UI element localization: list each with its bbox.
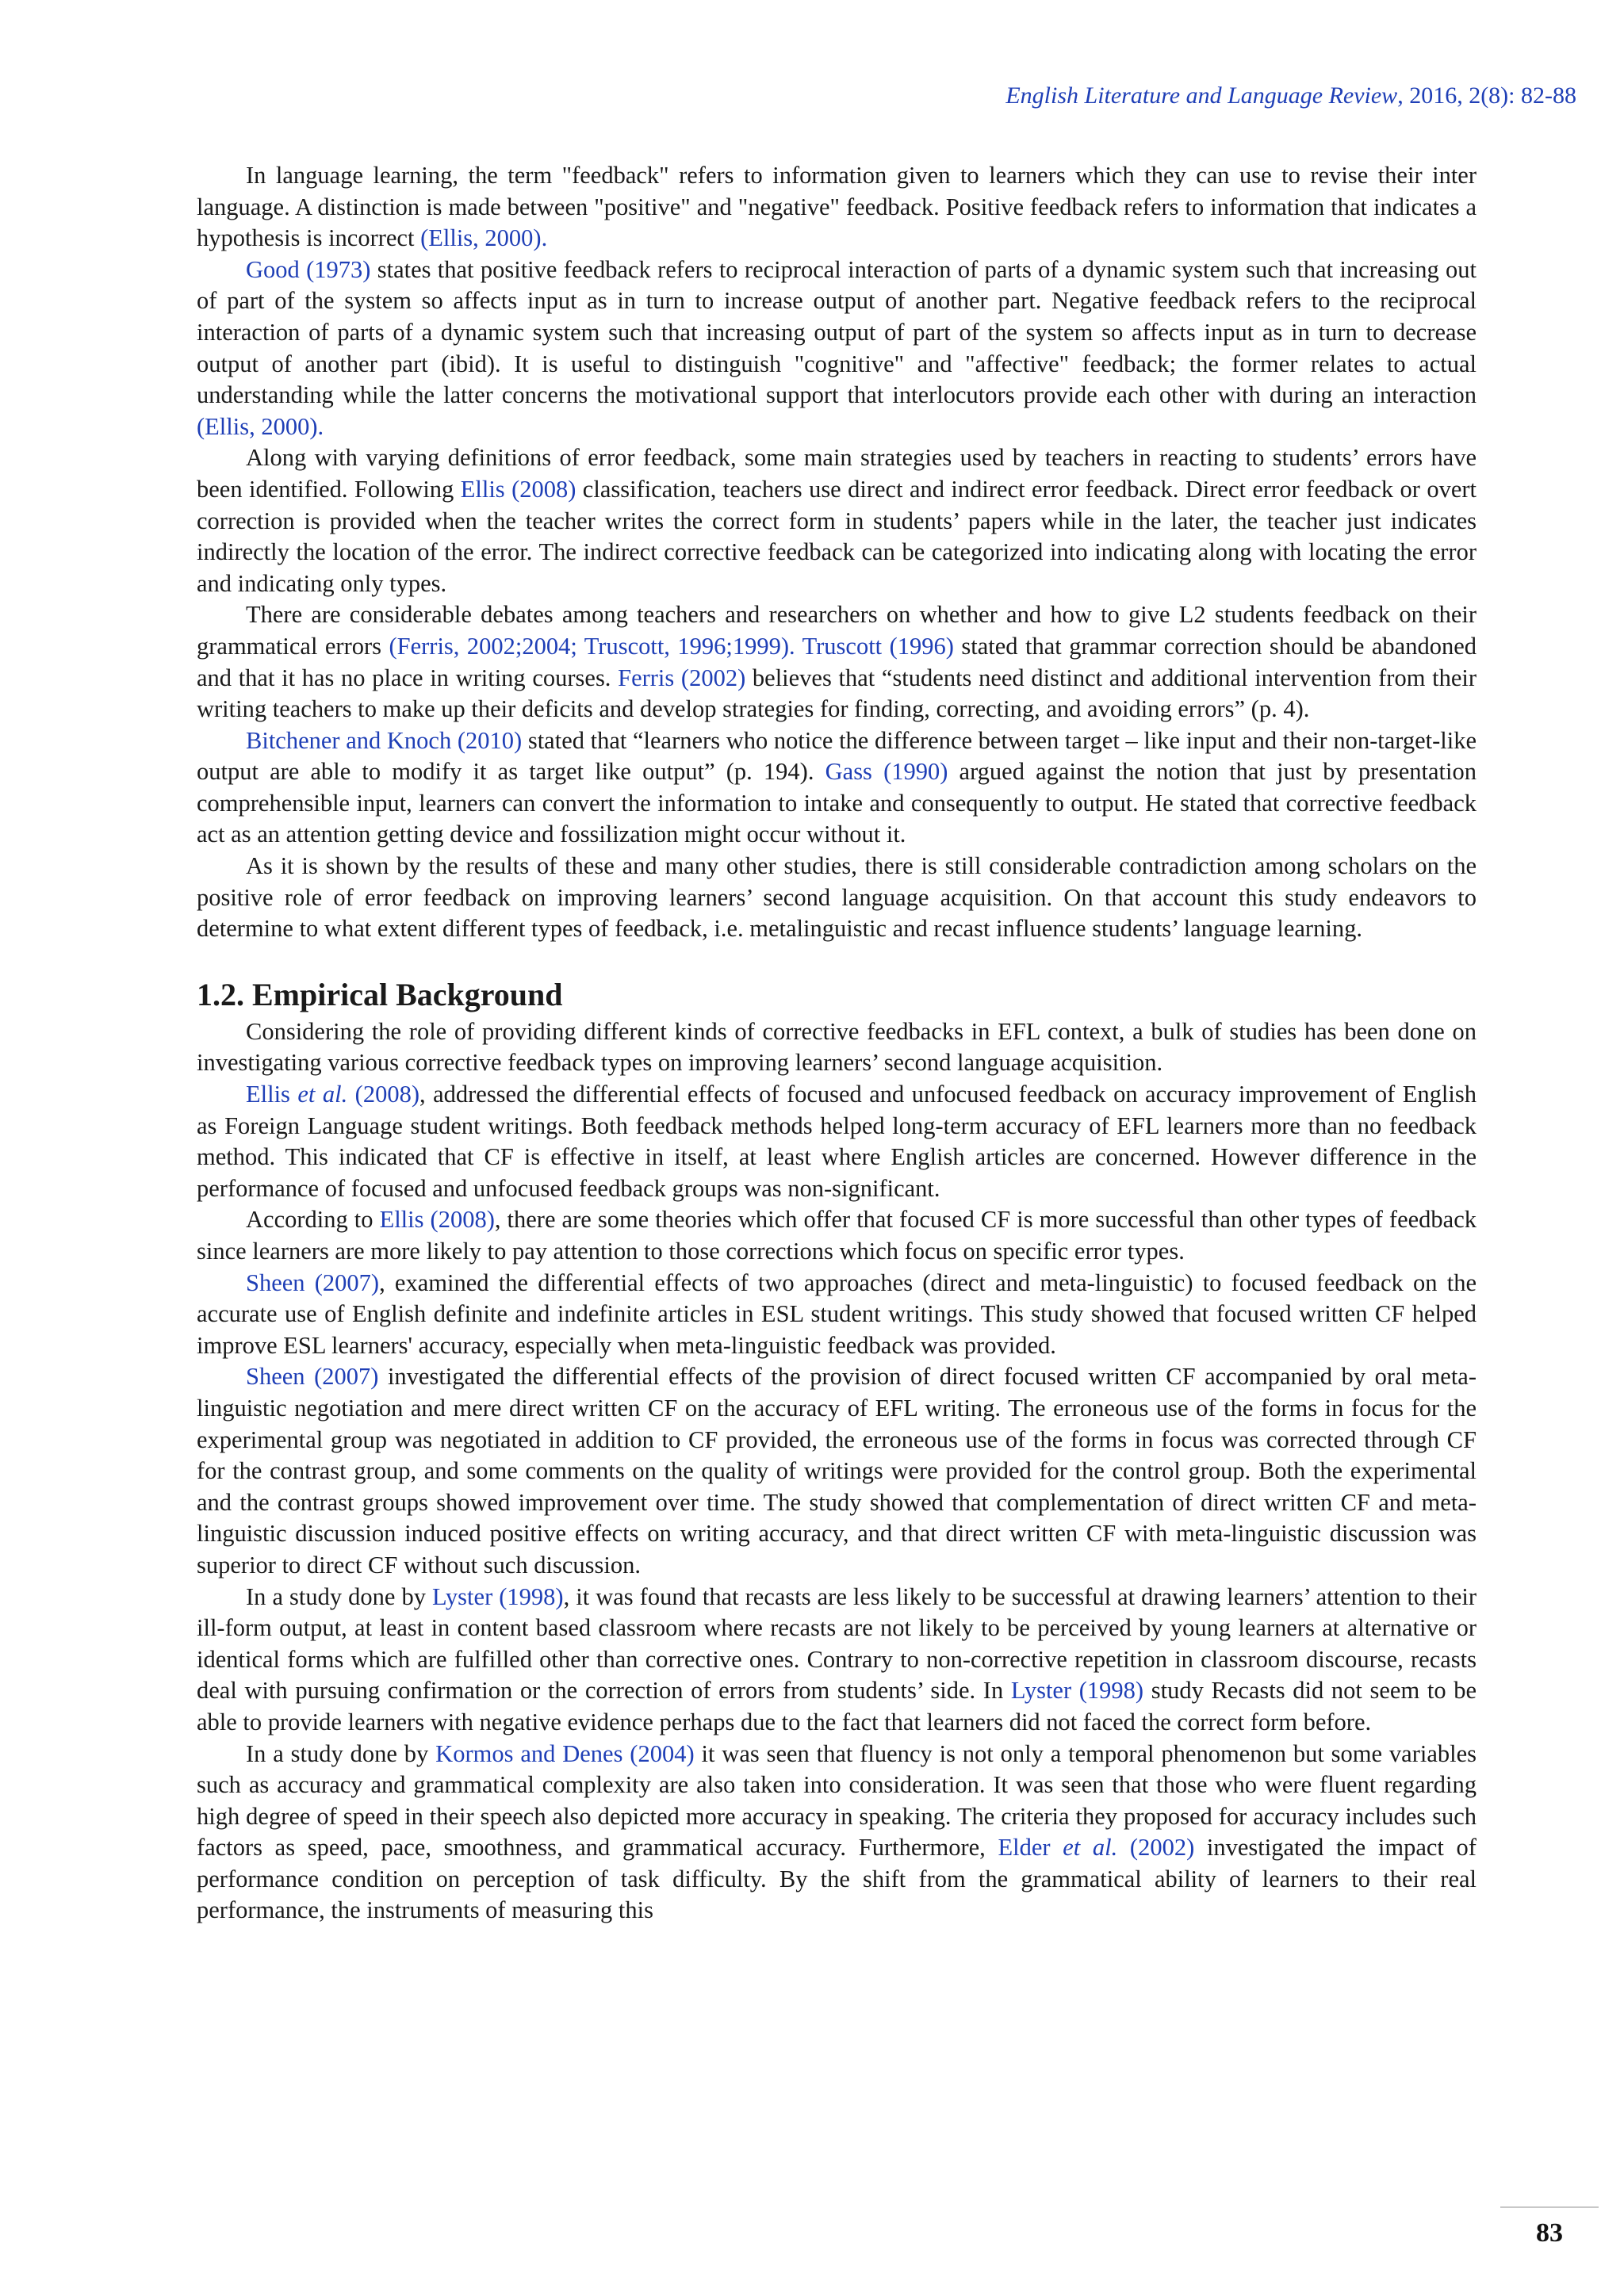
- body-paragraph: [197, 1361, 1477, 1581]
- body-paragraph: [197, 442, 1477, 599]
- paragraph-text: stated that “learners who notice the difference between target – like input and their non-target-like output are able to modify it as target like output” (p. 194).: [197, 726, 1477, 786]
- citation-link[interactable]: (Ellis, 2000).: [197, 412, 324, 440]
- body-paragraph: [197, 160, 1477, 254]
- citation-link[interactable]: et al.: [1063, 1834, 1118, 1862]
- citation-link[interactable]: Gass (1990): [825, 758, 948, 786]
- paragraph-text: states that positive feedback refers to reciprocal interaction of parts of a dynamic system such that increasing out of part of the system so affects input as in turn to increase output of another part. Negative feedback refers to the reciprocal interaction of parts of a dynamic system such that increasing output of part of the system so affects input as in turn to decrease output of another part (ibid). It is useful to distinguish "cognitive" and "affective" feedback; the former relates to actual understanding while the latter concerns the motivational support that interlocutors provide each other with during an interaction: [197, 255, 1477, 409]
- citation-link[interactable]: Ellis (2008): [379, 1206, 495, 1234]
- citation-link[interactable]: Lyster (1998): [431, 1582, 564, 1610]
- citation-link[interactable]: Ferris (2002): [618, 664, 746, 691]
- citation-link[interactable]: Ellis: [246, 1081, 298, 1108]
- citation-link[interactable]: Sheen (2007): [246, 1363, 379, 1391]
- paragraph-text: In a study done by: [246, 1582, 432, 1610]
- body-paragraph: [197, 1016, 1477, 1079]
- page-number-rule: [1500, 2206, 1599, 2208]
- paragraph-text: , it was found that recasts are less likely to be successful at drawing learners’ attention to their ill-form output, at least in content based classroom where recasts are not likely to be perceived by young learners at alternative or identical forms which are fulfilled other than corrective ones. Contrary to non-corrective repetition in classroom discourse, recasts deal with pursuing confirmation or the correction of errors from students’ side. In: [197, 1582, 1477, 1705]
- body-paragraph: [197, 1268, 1477, 1362]
- paragraph-text: According to: [246, 1206, 380, 1234]
- paragraph-text: In a study done by: [246, 1739, 436, 1767]
- body-paragraph: [197, 599, 1477, 725]
- body-paragraph: [197, 1739, 1477, 1927]
- paragraph-text: , addressed the differential effects of focused and unfocused feedback on accuracy improvement of English as Foreign Language student writings. Both feedback methods helped long-term accuracy of EFL learners more than no feedback method. This indicated that CF is effective in itself, at least where English articles are concerned. However difference in the performance of focused and unfocused feedback groups was non-significant.: [197, 1081, 1477, 1202]
- citation-link[interactable]: Sheen (2007): [246, 1269, 380, 1296]
- body-paragraph: [197, 1079, 1477, 1204]
- citation-link[interactable]: (Ferris, 2002;2004; Truscott, 1996;1999).: [389, 632, 795, 660]
- citation-link[interactable]: Elder: [998, 1834, 1063, 1862]
- citation-link[interactable]: Kormos and Denes (2004): [435, 1739, 695, 1767]
- body-paragraph: [197, 1582, 1477, 1739]
- body-paragraph: [197, 254, 1477, 443]
- paragraph-text: study Recasts did not seem to be able to provide learners with negative evidence perhaps due to the fact that learners did not faced the correct form before.: [197, 1677, 1477, 1735]
- citation-link[interactable]: Ellis (2008): [460, 475, 576, 503]
- citation-link[interactable]: (2002): [1117, 1834, 1195, 1862]
- paragraph-text: , examined the differential effects of two approaches (direct and meta-linguistic) to focused feedback on the accurate use of English definite and indefinite articles in ESL student writings. This study showed that focused written CF helped improve ESL learners' accuracy, especially when meta-linguistic feedback was provided.: [197, 1269, 1477, 1359]
- citation-link[interactable]: Good (1973): [246, 255, 371, 283]
- running-header: [1005, 82, 1576, 109]
- citation-link[interactable]: (Ellis, 2000).: [420, 224, 548, 252]
- paragraph-text: Along with varying definitions of error feedback, some main strategies used by teachers in reacting to students’ errors have been identified. Following: [197, 444, 1477, 503]
- paragraph-text: classification, teachers use direct and indirect error feedback. Direct error feedback or overt correction is provided when the teacher writes the correct form in students’ papers while in the later, the teacher just indicates indirectly the location of the error. The indirect corrective feedback can be categorized into indicating along with locating the error and indicating only types.: [197, 475, 1477, 597]
- paragraph-text: In language learning, the term "feedback" refers to information given to learners which they can use to revise their inter language. A distinction is made between "positive" and "negative" feedback. Positive feedback refers to information that indicates a hypothesis is incorrect: [197, 162, 1477, 252]
- paragraph-text: stated that grammar correction should be abandoned and that it has no place in writing courses.: [197, 632, 1477, 691]
- paragraph-text: investigated the impact of performance condition on perception of task difficulty. By the shift from the grammatical ability of learners to their real performance, the instruments of measuring this: [197, 1834, 1477, 1924]
- journal-title: English Literature and Language Review: [1005, 82, 1398, 109]
- citation-link[interactable]: et al.: [297, 1081, 348, 1108]
- body-paragraph: [197, 851, 1477, 945]
- paragraph-text: argued against the notion that just by presentation comprehensible input, learners can convert the information to intake and consequently to output. He stated that corrective feedback act as an attention getting device and fossilization might occur without it.: [197, 758, 1477, 848]
- paragraph-text: There are considerable debates among teachers and researchers on whether and how to give L2 students feedback on their grammatical errors: [197, 601, 1477, 660]
- citation-link[interactable]: Lyster (1998): [1010, 1677, 1144, 1705]
- body-paragraph: [197, 1204, 1477, 1267]
- paragraph-text: it was seen that fluency is not only a temporal phenomenon but some variables such as accuracy and grammatical complexity are also taken into consideration. It was seen that those who were fluent regarding high degree of speed in their speech also depicted more accuracy in speaking. The criteria they proposed for accuracy includes such factors as speed, pace, smoothness, and grammatical accuracy. Furthermore,: [197, 1739, 1477, 1862]
- page-number: 83: [1536, 2218, 1563, 2248]
- citation-link[interactable]: Truscott (1996): [802, 632, 954, 660]
- paragraph-text: As it is shown by the results of these and many other studies, there is still considerable contradiction among scholars on the positive role of error feedback on improving learners’ second language acquisition. On that account this study endeavors to determine to what extent different types of feedback, i.e. metalinguistic and recast influence students’ language learning.: [197, 852, 1477, 943]
- paragraph-text: Considering the role of providing different kinds of corrective feedbacks in EFL context, a bulk of studies has been done on investigating various corrective feedback types on improving learners’ second language acquisition.: [197, 1017, 1477, 1077]
- paragraph-text: [795, 633, 802, 660]
- article-body: [197, 160, 1477, 1927]
- body-paragraph: [197, 725, 1477, 851]
- paragraph-text: investigated the differential effects of the provision of direct focused written CF accompanied by oral meta-linguistic negotiation and mere direct written CF on the accuracy of EFL writing. The erroneous use of the forms in focus for the experimental group was negotiated in addition to CF provided, the erroneous use of the forms in focus was corrected through CF for the contrast group, and some comments on the quality of writings were provided for the control group. Both the experimental and the contrast groups showed improvement over time. The study showed that complementation of direct written CF and meta-linguistic discussion induced positive effects on writing accuracy, and that direct written CF with meta-linguistic discussion was superior to direct CF without such discussion.: [197, 1363, 1477, 1578]
- journal-details: , 2016, 2(8): 82-88: [1397, 82, 1576, 109]
- paragraph-text: believes that “students need distinct and additional intervention from their writing teachers to make up their deficits and develop strategies for finding, correcting, and avoiding errors” (p. 4).: [197, 664, 1477, 723]
- section-heading: 1.2. Empirical Background: [197, 976, 563, 1012]
- paragraph-text: , there are some theories which offer that focused CF is more successful than other types of feedback since learners are more likely to pay attention to those corrections which focus on specific error types.: [197, 1206, 1477, 1265]
- citation-link[interactable]: (2008): [347, 1081, 419, 1108]
- citation-link[interactable]: Bitchener and Knoch (2010): [246, 726, 523, 754]
